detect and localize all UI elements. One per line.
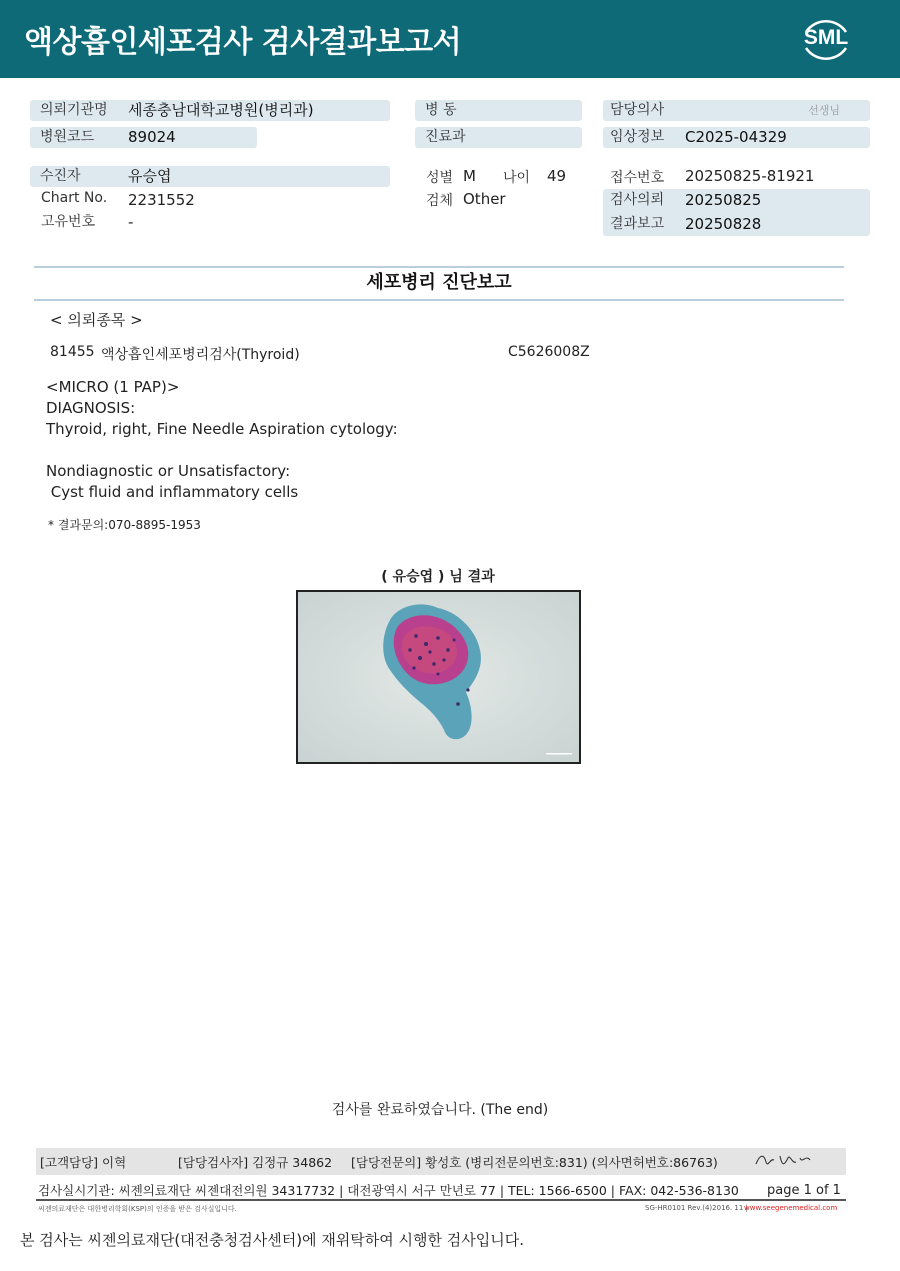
report-date-label: 결과보고 — [610, 216, 665, 232]
signature-icon — [754, 1150, 814, 1172]
dates-field — [603, 189, 870, 236]
page-number: page 1 of 1 — [767, 1183, 841, 1198]
test-name: 액상흡인세포병리검사(Thyroid) — [101, 347, 300, 363]
test-ref: C5626008Z — [508, 344, 590, 360]
age-value: 49 — [547, 167, 567, 185]
sml-logo — [798, 12, 854, 68]
cert-note: 씨젠의료재단은 대한병리학회(KSP)의 인증을 받은 검사실입니다. — [38, 1205, 237, 1213]
diagnosis-site: Thyroid, right, Fine Needle Aspiration cytology: — [46, 420, 398, 438]
form-code: SG-HR0101 Rev.(4)2016. 11 | — [645, 1204, 748, 1212]
patient-name-label: 수진자 — [40, 168, 81, 184]
sex-label: 성별 — [426, 170, 454, 186]
unique-id-value: - — [128, 213, 134, 231]
chart-no-value: 2231552 — [128, 191, 195, 209]
test-code: 81455 — [50, 344, 95, 360]
department-label: 진료과 — [425, 129, 466, 145]
department-field — [415, 127, 582, 148]
website-link[interactable]: www.seegenemedical.com — [744, 1204, 838, 1212]
tester: [담당검사자] 김정규 34862 — [178, 1155, 333, 1170]
diagnosis-detail: Cyst fluid and inflammatory cells — [46, 483, 299, 501]
patient-name-value: 유승엽 — [128, 167, 172, 185]
diagnosis-label: DIAGNOSIS: — [46, 399, 136, 417]
requesting-institution-label: 의뢰기관명 — [40, 102, 108, 118]
ward-label: 병 동 — [425, 102, 457, 118]
request-date-label: 검사의뢰 — [610, 192, 665, 208]
report-title: 액상흡인세포검사 검사결과보고서 — [24, 25, 462, 60]
request-date-value: 20250825 — [685, 191, 762, 209]
requesting-institution-field — [30, 100, 390, 121]
sex-value: M — [463, 167, 476, 185]
attending-field — [603, 100, 870, 121]
bottom-note: 본 검사는 씨젠의료재단(대전충청검사센터)에 재위탁하여 시행한 검사입니다. — [20, 1231, 524, 1249]
clinical-info-label: 임상정보 — [610, 129, 665, 145]
end-text: 검사를 완료하였습니다. (The end) — [331, 1102, 549, 1118]
diagnosis-result: Nondiagnostic or Unsatisfactory: — [46, 462, 291, 480]
cytology-specimen-illustration — [298, 592, 579, 762]
cytology-image — [296, 590, 581, 764]
specimen-label: 검체 — [426, 193, 454, 209]
hospital-code-field — [30, 127, 257, 148]
footer-rule — [36, 1199, 846, 1201]
image-caption: ( 유승엽 ) 님 결과 — [381, 569, 495, 585]
receipt-no-value: 20250825-81921 — [685, 167, 815, 185]
section-title: 세포병리 진단보고 — [366, 272, 512, 293]
patient-name-field — [30, 166, 390, 187]
receipt-no-label: 접수번호 — [610, 170, 665, 186]
hospital-code-value: 89024 — [128, 128, 176, 146]
institution-info: 검사실시기관: 씨젠의료재단 씨젠대전의원 34317732 | 대전광역시 서구 만년로 77 | TEL: 1566-6500 | FAX: 042-536-8130 — [38, 1183, 739, 1198]
section-bottom-rule — [34, 299, 844, 301]
micro-line: <MICRO (1 PAP)> — [46, 378, 180, 396]
clinical-info-value: C2025-04329 — [685, 128, 787, 146]
chart-no-label: Chart No. — [41, 190, 108, 206]
attending-label: 담당의사 — [610, 102, 665, 118]
inquiry-phone: * 결과문의:070-8895-1953 — [48, 518, 201, 532]
ward-field — [415, 100, 582, 121]
logo-text: SML — [803, 26, 849, 49]
specimen-value: Other — [463, 190, 506, 208]
unique-id-label: 고유번호 — [41, 214, 96, 230]
hospital-code-label: 병원코드 — [40, 129, 95, 145]
report-header — [0, 0, 900, 78]
attending-suffix: 선생님 — [808, 104, 840, 117]
request-items-label: < 의뢰종목 > — [50, 311, 143, 329]
specialist: [담당전문의] 황성호 (병리전문의번호:831) (의사면허번호:86763) — [351, 1155, 718, 1170]
clinical-info-field — [603, 127, 870, 148]
footer-staff-bar — [36, 1148, 846, 1175]
requesting-institution-value: 세종충남대학교병원(병리과) — [128, 101, 314, 119]
customer-rep: [고객담당] 이혁 — [40, 1155, 127, 1170]
age-label: 나이 — [503, 170, 531, 186]
report-date-value: 20250828 — [685, 215, 762, 233]
